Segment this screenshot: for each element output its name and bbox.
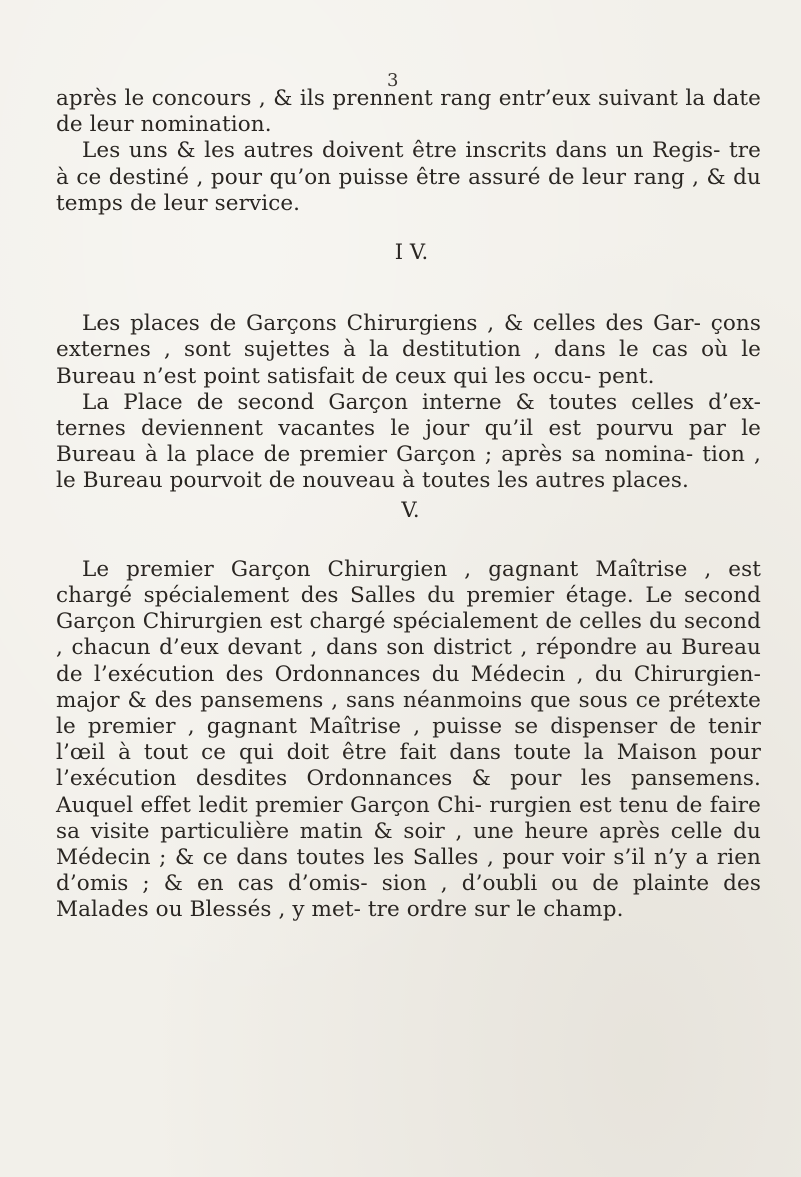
paragraph-duties: Le premier Garçon Chirurgien , gagnant Maîtrise , est chargé spécialement des Salles du premier étage. Le second Garçon Chirurgien est chargé spécialement de celles du second , chacun d’eux devant , dans son district , répondre au Bureau de l’exécution des Ordonnances du Médecin , du Chirurgien-major & des pansemens , sans néanmoins que sous ce prétexte le premier , gagnant Maîtrise , puisse se dispenser de tenir l’œil à tout ce qui doit être fait dans toute la Maison pour l’exécution desdites Ordonnances & pour les pansemens. Auquel effet ledit premier Garçon Chi- rurgien est tenu de faire sa visite particulière matin & soir , une heure après celle du Médecin ; & ce dans toutes les Salles , pour voir s’il n’y a rien d’omis ; & en cas d’omis- sion , d’oubli ou de plainte des Malades ou Blessés , y met- tre ordre sur le champ. [56, 556, 761, 923]
section-heading-iv: I V. [394, 240, 429, 265]
page-number: 3 [387, 70, 399, 91]
page-body [56, 86, 761, 924]
paragraph-vacancies: La Place de second Garçon interne & toutes celles d’ex- ternes deviennent vacantes le jour qu’il est pourvu par le Bureau à la place de premier Garçon ; après sa nomina- tion , le Bureau pourvoit de nouveau à toutes les autres places. [56, 389, 761, 494]
paragraph-register: Les uns & les autres doivent être inscrits dans un Regis- tre à ce destiné , pour qu’on puisse être assuré de leur rang , & du temps de leur service. [56, 138, 761, 216]
paragraph-destitution: Les places de Garçons Chirurgiens , & celles des Gar- çons externes , sont sujettes à la destitution , dans le cas où le Bureau n’est point satisfait de ceux qui les occu- pent. [56, 311, 761, 389]
section-heading-v: V. [401, 497, 420, 522]
paragraph-continuation: après le concours , & ils prennent rang entr’eux suivant la date de leur nomination. [56, 86, 761, 138]
